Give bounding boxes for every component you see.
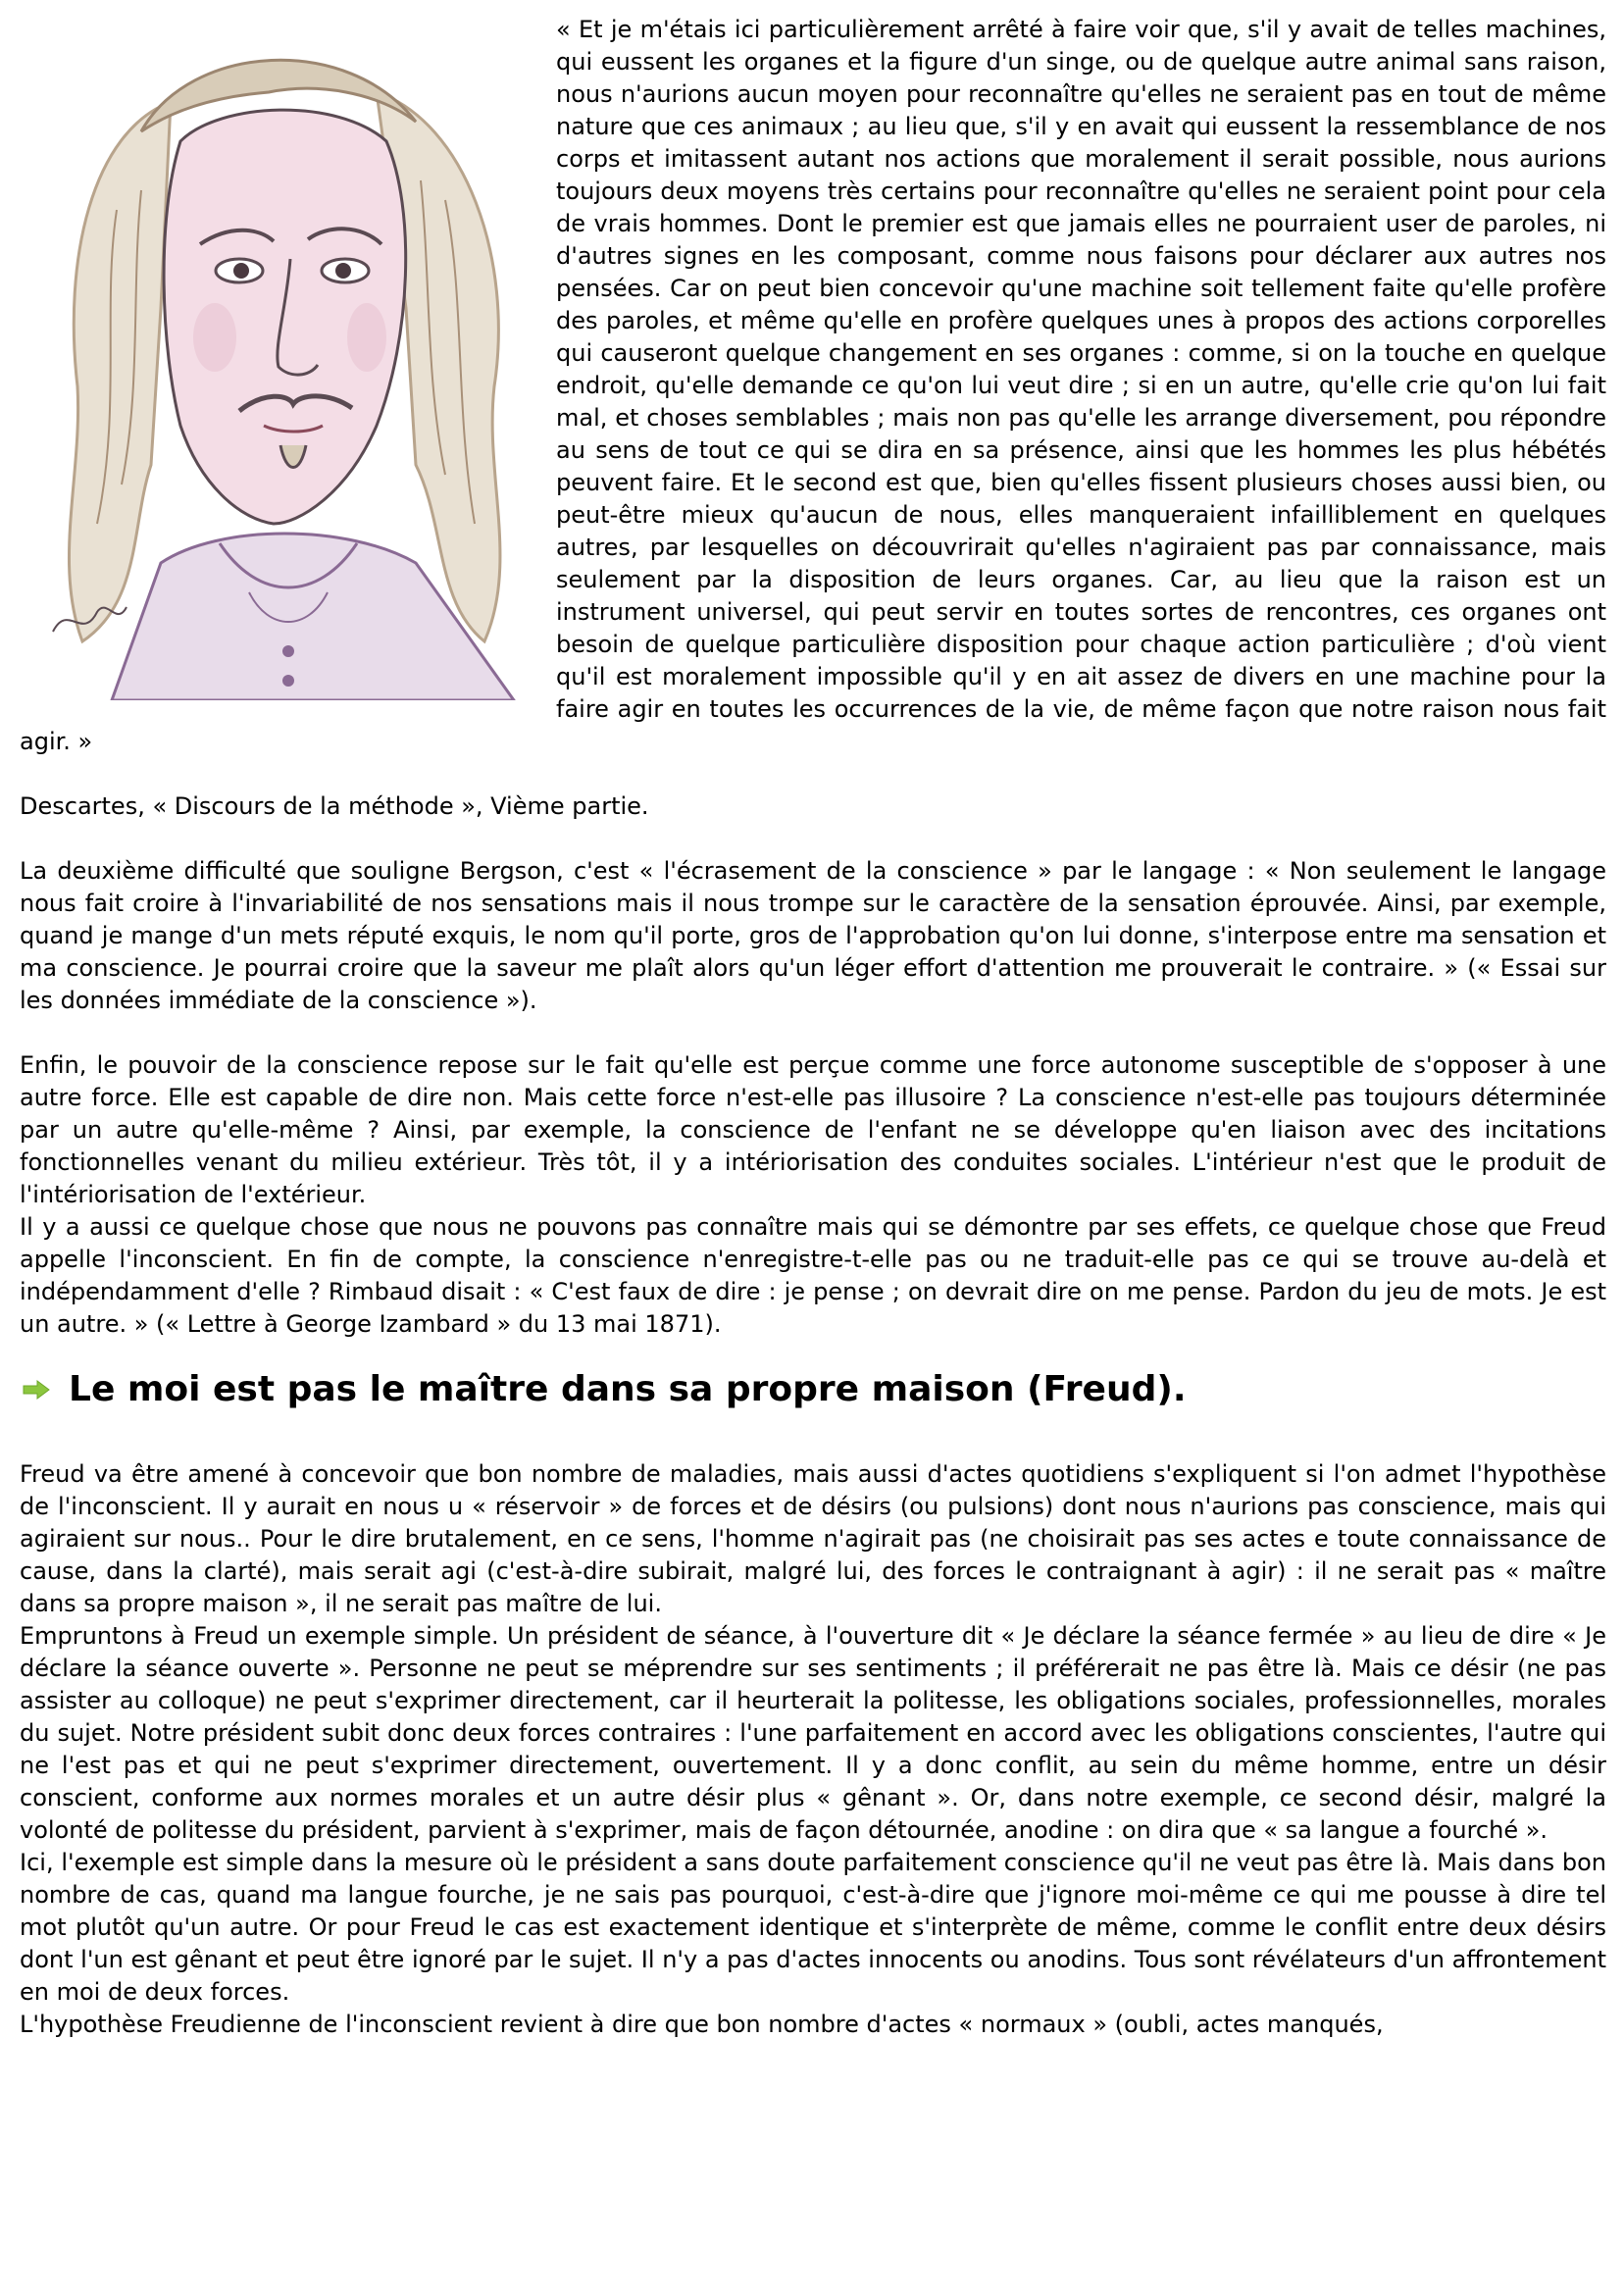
section-heading bbox=[20, 1369, 1606, 1409]
paragraph-conscience-force: Enfin, le pouvoir de la conscience repose sur le fait qu'elle est perçue comme une force autonome susceptible de s'opposer à une autre force. Elle est capable de dire non. Mais cette force n'est-elle pas illusoire ? La conscience n'est-elle pas toujours déterminée par un autre qu'elle-même ? Ainsi, par exemple, la conscience de l'enfant ne se développe qu'en liaison avec des incitations fonctionnelles venant du milieu extérieur. Très tôt, il y a intériorisation des conduites sociales. L'intérieur n'est que le produit de l'intériorisation de l'extérieur. bbox=[20, 1051, 1606, 1208]
spacer bbox=[20, 1017, 1606, 1049]
descartes-quote: « Et je m'étais ici particulièrement arrêté à faire voir que, s'il y avait de telles machines, qui eussent les organes et la figure d'un singe, ou de quelque autre animal sans raison, nous n'aurions aucun moyen pour reconnaître qu'elles ne seraient pas en tout de même nature que ces animaux ; au lieu que, s'il y en avait qui eussent la ressemblance de nos corps et imitassent autant nos actions que moralement il serait possible, nous aurions toujours deux moyens très certains pour reconnaître qu'elles ne seraient point pour cela de vrais hommes. Dont le premier est que jamais elles ne pourraient user de paroles, ni d'autres signes en les composant, comme nous faisons pour déclarer aux autres nos pensées. Car on peut bien concevoir qu'une machine soit tellement faite qu'elle profère des paroles, et même qu'elle en profère quelques unes à propos des actions corporelles qui causeront quelque changement en ses organes : comme, si on la touche en quelque endroit, qu'elle demande ce qu'on lui veut dire ; si en un autre, qu'elle crie qu'on lui fait mal, et choses semblables ; mais non pas qu'elle les arrange diversement, pou répondre au sens de tout ce qui se dira en sa présence, ainsi que les hommes les plus hébétés peuvent faire. Et le second est que, bien qu'elles fissent plusieurs choses aussi bien, ou peut-être mieux qu'aucun de nous, elles manqueraient infailliblement en quelques autres, par lesquelles on découvrirait qu'elles n'agiraient pas par connaissance, mais seulement par la disposition de leurs organes. Car, au lieu que la raison est un instrument universel, qui peut servir en toutes sortes de rencontres, ces organes ont besoin de quelque particulière disposition pour chaque action particulière ; d'où vient qu'il est moralement impossible qu'il y en ait assez de divers en une machine pour la faire agir en toutes les occurrences de la vie, de même façon que notre raison nous fait agir. » bbox=[20, 16, 1606, 755]
paragraph-freud-hypothese: Freud va être amené à concevoir que bon nombre de maladies, mais aussi d'actes quotidiens s'expliquent si l'on admet l'hypothèse de l'inconscient. Il y aurait en nous u « réservoir » de forces et de désirs (ou pulsions) dont nous n'aurions pas conscience, mais qui agiraient sur nous.. Pour le dire brutalement, en ce sens, l'homme n'agirait pas (ne choisirait pas ses actes e toute connaissance de cause, dans la clarté), mais serait agi (c'est-à-dire subirait, malgré lui, des forces le contraignant à agir) : il ne serait pas « maître dans sa propre maison », il ne serait pas maître de lui. bbox=[20, 1460, 1606, 1617]
quote-citation: Descartes, « Discours de la méthode », Vième partie. bbox=[20, 792, 649, 820]
spacer bbox=[20, 758, 1606, 790]
paragraph-freud-conclusion: L'hypothèse Freudienne de l'inconscient revient à dire que bon nombre d'actes « normaux » (oubli, actes manqués, bbox=[20, 2011, 1384, 2038]
spacer bbox=[20, 1405, 1606, 1458]
paragraph-bergson: La deuxième difficulté que souligne Bergson, c'est « l'écrasement de la conscience » par le langage : « Non seulement le langage nous fait croire à l'invariabilité de nos sensations mais il nous trompe sur le caractère de la sensation éprouvée. Ainsi, par exemple, quand je mange d'un mets réputé exquis, le nom qu'il porte, gros de l'approbation qu'on lui donne, s'interpose entre ma sensation et ma conscience. Je pourrai croire que la saveur me plaît alors qu'un léger effort d'attention me prouverait le contraire. » (« Essai sur les données immédiate de la conscience »). bbox=[20, 857, 1606, 1014]
spacer bbox=[20, 823, 1606, 855]
descartes-portrait bbox=[24, 14, 529, 700]
paragraph-freud-interpretation: Ici, l'exemple est simple dans la mesure où le président a sans doute parfaitement conscience qu'il ne veut pas être là. Mais dans bon nombre de cas, quand ma langue fourche, je ne sais pas pourquoi, c'est-à-dire que j'ignore moi-même ce qui me pousse à dire tel mot plutôt qu'un autre. Or pour Freud le cas est exactement identique et s'interprète de même, comme le conflit entre deux désirs dont l'un est gênant et peut être ignoré par le sujet. Il n'y a pas d'actes innocents ou anodins. Tous sont révélateurs d'un affrontement en moi de deux forces. bbox=[20, 1849, 1606, 2006]
section-heading-text: Le moi est pas le maître dans sa propre maison (Freud). bbox=[69, 1369, 1187, 1409]
paragraph-freud-exemple: Empruntons à Freud un exemple simple. Un président de séance, à l'ouverture dit « Je déclare la séance fermée » au lieu de dire « Je déclare la séance ouverte ». Personne ne peut se méprendre sur ses sentiments ; il préférerait ne pas être là. Mais ce désir (ne pas assister au colloque) ne peut s'exprimer directement, car il heurterait la politesse, les obligations sociales, professionnelles, morales du sujet. Notre président subit donc deux forces contraires : l'une parfaitement en accord avec les obligations conscientes, l'autre qui ne l'est pas et qui ne peut s'exprimer directement, ouvertement. Il y a donc conflit, au sein du même homme, entre un désir conscient, conforme aux normes morales et un autre désir plus « gênant ». Or, dans notre exemple, ce second désir, malgré la volonté de politesse du président, parvient à s'exprimer, mais de façon détournée, anodine : on dira que « sa langue a fourché ». bbox=[20, 1622, 1606, 1844]
arrow-right-icon bbox=[22, 1379, 51, 1401]
paragraph-inconscient: Il y a aussi ce quelque chose que nous ne pouvons pas connaître mais qui se démontre par ses effets, ce quelque chose que Freud appelle l'inconscient. En fin de compte, la conscience n'enregistre-t-elle pas ou ne traduit-elle pas ce qui se trouve au-delà et indépendamment d'elle ? Rimbaud disait : « C'est faux de dire : je pense ; on devrait dire on me pense. Pardon du jeu de mots. Je est un autre. » (« Lettre à George Izambard » du 13 mai 1871). bbox=[20, 1213, 1606, 1338]
document-page bbox=[20, 14, 1606, 2041]
